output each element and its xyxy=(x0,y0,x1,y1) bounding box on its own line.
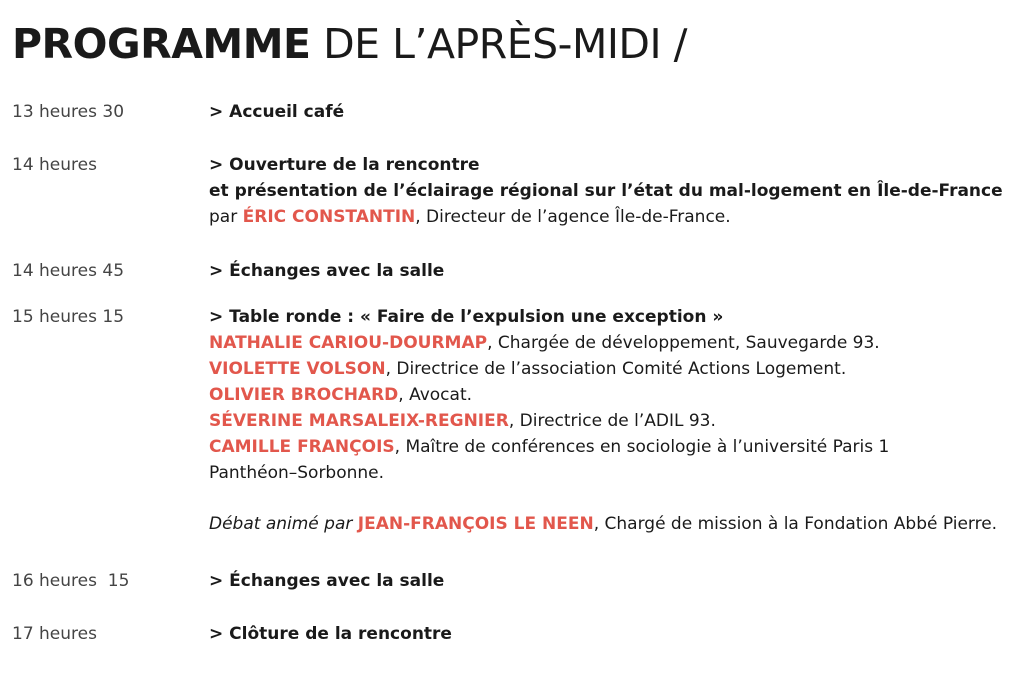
schedule-heading: > Table ronde : « Faire de l’expulsion une exception » xyxy=(209,307,724,327)
speaker-prefix: par xyxy=(209,207,243,227)
schedule-content xyxy=(209,568,1024,594)
participant-role: , Avocat. xyxy=(398,385,473,405)
participant-name: SÉVERINE MARSALEIX-REGNIER xyxy=(209,411,509,431)
schedule-time: 13 heures 30 xyxy=(12,102,125,122)
participant-role: , Directrice de l’ADIL 93. xyxy=(508,411,716,431)
page-title xyxy=(12,16,687,72)
schedule-content xyxy=(209,152,1024,230)
participant-role: , Directrice de l’association Comité Actions Logement. xyxy=(385,359,847,379)
schedule-heading: > Clôture de la rencontre xyxy=(209,624,452,644)
participant-role: , Chargée de développement, Sauvegarde 93. xyxy=(487,333,880,353)
schedule-time: 14 heures xyxy=(12,155,97,175)
spacer xyxy=(209,486,1024,512)
title-light: DE L’APRÈS-MIDI / xyxy=(310,20,687,68)
schedule-content xyxy=(209,621,1024,647)
moderator-prefix: Débat animé par xyxy=(209,514,358,534)
schedule-time: 15 heures 15 xyxy=(12,307,125,327)
schedule-time: 17 heures xyxy=(12,624,97,644)
speaker-name: ÉRIC CONSTANTIN xyxy=(242,207,416,227)
speaker-role: , Directeur de l’agence Île-de-France. xyxy=(415,207,731,227)
speaker-line xyxy=(209,204,1024,230)
schedule-subheading: et présentation de l’éclairage régional sur l’état du mal-logement en Île-de-France xyxy=(209,181,1003,201)
schedule-heading: > Accueil café xyxy=(209,102,345,122)
participant-name: CAMILLE FRANÇOIS xyxy=(209,437,395,457)
moderator-name: JEAN-FRANÇOIS LE NEEN xyxy=(357,514,594,534)
participant-line xyxy=(209,382,1024,408)
moderator-role: , Chargé de mission à la Fondation Abbé Pierre. xyxy=(593,514,998,534)
schedule-content xyxy=(209,304,1024,537)
schedule-content xyxy=(209,258,1024,284)
participant-name: OLIVIER BROCHARD xyxy=(209,385,399,405)
participant-line xyxy=(209,434,944,486)
schedule-content xyxy=(209,99,1024,125)
participant-line xyxy=(209,356,1024,382)
participant-role: , Maître de conférences en sociologie à l’université Paris 1 Panthéon–Sorbonne. xyxy=(209,437,890,483)
title-bold: PROGRAMME xyxy=(12,20,311,68)
participant-name: VIOLETTE VOLSON xyxy=(209,359,386,379)
schedule-time: 14 heures 45 xyxy=(12,261,125,281)
schedule-heading: > Ouverture de la rencontre xyxy=(209,155,480,175)
participant-line xyxy=(209,408,1024,434)
participant-line xyxy=(209,330,1024,356)
moderator-line xyxy=(209,511,1024,537)
schedule-heading: > Échanges avec la salle xyxy=(209,261,445,281)
schedule-heading: > Échanges avec la salle xyxy=(209,571,445,591)
schedule-time: 16 heures 15 xyxy=(12,571,130,591)
participant-name: NATHALIE CARIOU-DOURMAP xyxy=(209,333,488,353)
